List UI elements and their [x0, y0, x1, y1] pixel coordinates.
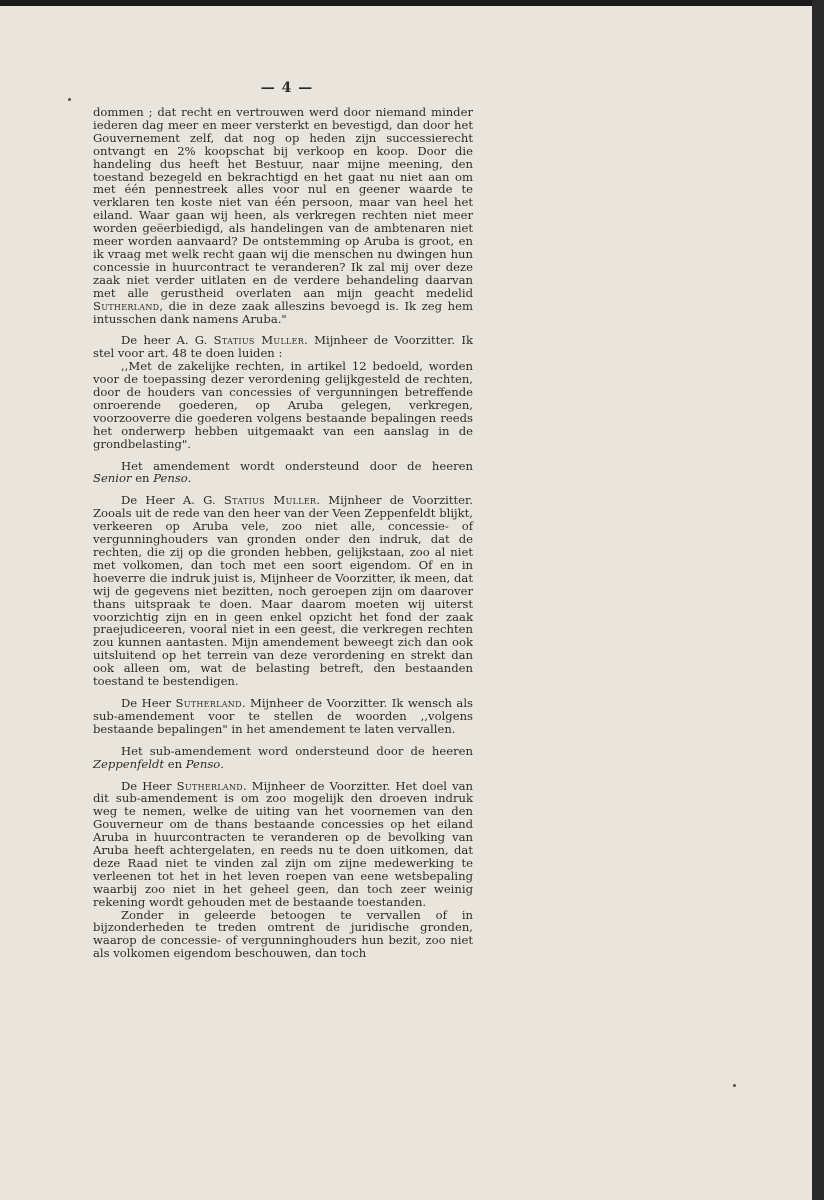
paragraph-1 — [93, 106, 473, 325]
paragraph-7 — [93, 745, 473, 771]
connector: en — [164, 756, 186, 771]
speaker-name: Sutherland — [93, 298, 160, 313]
paragraph-text: , die in deze zaak alleszins bevoegd is. Ik zeg hem intusschen dank namens Aruba." — [93, 298, 473, 326]
document-page — [0, 6, 812, 1200]
page-edge — [812, 0, 824, 1200]
paragraph-text: . Mijnheer de Voorzitter. Ik wensch als sub-amendement voor te stellen de woorden ,,volgens bestaande bepalingen" in het amendement te laten vervallen. — [93, 695, 474, 736]
paragraph-8 — [93, 780, 473, 909]
speaker-name: Sutherland — [176, 778, 244, 793]
speaker-lead: De heer A. G. — [121, 333, 214, 348]
connector: en — [131, 471, 154, 486]
paragraph-3-quote — [93, 360, 473, 450]
speaker-lead: De Heer — [121, 695, 176, 710]
punctuation: . — [220, 756, 224, 771]
speaker-name: Statius Muller — [213, 333, 305, 348]
paragraph-5 — [93, 494, 473, 688]
member-name: Senior — [93, 471, 132, 486]
member-name: Zeppenfeldt — [93, 756, 165, 771]
punctuation: . — [187, 471, 192, 486]
paragraph-9 — [93, 909, 473, 961]
page-number: — 4 — — [260, 80, 314, 96]
member-name: Penso — [153, 471, 188, 486]
paragraph-6 — [93, 697, 473, 736]
paragraph-4 — [93, 460, 473, 486]
paragraph-text: Het sub-amendement word ondersteund door de heeren — [121, 743, 473, 758]
speaker-name: Statius Muller — [223, 493, 317, 508]
paragraph-text: Zonder in geleerde betoogen te vervallen of in bijzonderheden te treden omtrent de juridische gronden, waarop de concessie- of vergunninghouders hun bezit, zoo niet als volkomen eigendom beschouwen, dan toch — [93, 907, 473, 961]
speaker-name: Sutherland — [175, 695, 242, 710]
paragraph-text: dommen ; dat recht en vertrouwen werd door niemand minder iederen dag meer en meer versterkt en bevestigd, dan door het Gouvernement zelf, dat nog op heden zijn successierecht ontvangt en 2% koopschat bij verkoop en koop. Door die handeling dus heeft het Bestuur, naar mijne meening, den toestand bezegeld en bekrachtigd en het gaat nu niet aan om met één pennestreek alles voor nul en geener waarde te verklaren ten koste niet van één persoon, maar van heel het eiland. Waar gaan wij heen, als verkregen rechten niet meer worden geëerbiedigd, als handelingen van de ambtenaren niet meer worden aanvaard? De ontstemming op Aruba is groot, en ik vraag met welk recht gaan wij die menschen nu dwingen hun concessie in huurcontract te veranderen? Ik zal mij over deze zaak niet verder uitlaten en de verdere behandeling daarvan met alle gerustheid overlaten aan mijn geacht medelid — [93, 105, 473, 300]
paper-speck — [733, 1084, 736, 1087]
paragraph-text: . Mijnheer de Voorzitter. Ik stel voor art. 48 te doen luiden : — [93, 333, 473, 361]
paragraph-text: . Mijnheer de Voorzitter. Het doel van dit sub-amendement is om zoo mogelijk den droeven indruk weg te nemen, welke de uiting van het voornemen van den Gouverneur om de thans bestaande concessies op het eiland Aruba in huurcontracten te veranderen op de bevolking van Aruba heeft achtergelaten, en reeds nu te doen uitkomen, dat deze Raad niet te vinden zal zijn om zijne medewerking te verleenen tot het in het leven roepen van eene wetsbepaling waarbij zoo niet in het geheel geen, dan toch zeer weinig rekening wordt gehouden met de bestaande toestanden. — [93, 778, 473, 909]
speaker-lead: De Heer — [121, 778, 177, 793]
member-name: Penso — [185, 756, 221, 771]
paragraph-text: ,,Met de zakelijke rechten, in artikel 12 bedoeld, worden voor de toepassing dezer verordening gelijkgesteld de rechten, door de houders van concessies of vergunningen betreffende onroerende goederen, op Aruba gelegen, verkregen, voorzooverre die goederen volgens bestaande bepalingen reeds het onderwerp hebben uitgemaakt van een aanslag in de grondbelasting". — [93, 359, 473, 451]
paragraph-2 — [93, 334, 473, 360]
paragraph-text: Het amendement wordt ondersteund door de heeren — [121, 458, 473, 473]
text-column — [93, 106, 473, 969]
speaker-lead: De Heer A. G. — [121, 493, 224, 508]
paragraph-text: . Mijnheer de Voorzitter. Zooals uit de rede van den heer van der Veen Zeppenfeldt blijkt, verkeeren op Aruba vele, zoo niet alle, concessie- of vergunninghouders van gronden onder den indruk, dat de rechten, die zij op die gronden hebben, gelijkstaan, zoo al niet met volkomen, dan toch met een soort eigendom. Of en in hoeverre die indruk juist is, Mijnheer de Voorzitter, ik meen, dat wij de gegevens niet bezitten, noch geroepen zijn om daarover thans uitspraak te doen. Maar daarom moeten wij uiterst voorzichtig zijn en in geen enkel opzicht het fond der zaak praejudiceeren, vooral niet in een geest, die verkregen rechten zou kunnen aantasten. Mijn amendement beweegt zich dan ook uitsluitend op het terrein van deze verordening en strekt dan ook alleen om, wat de belasting betreft, den bestaanden toestand te bestendigen. — [93, 493, 473, 689]
paper-speck — [68, 98, 71, 101]
